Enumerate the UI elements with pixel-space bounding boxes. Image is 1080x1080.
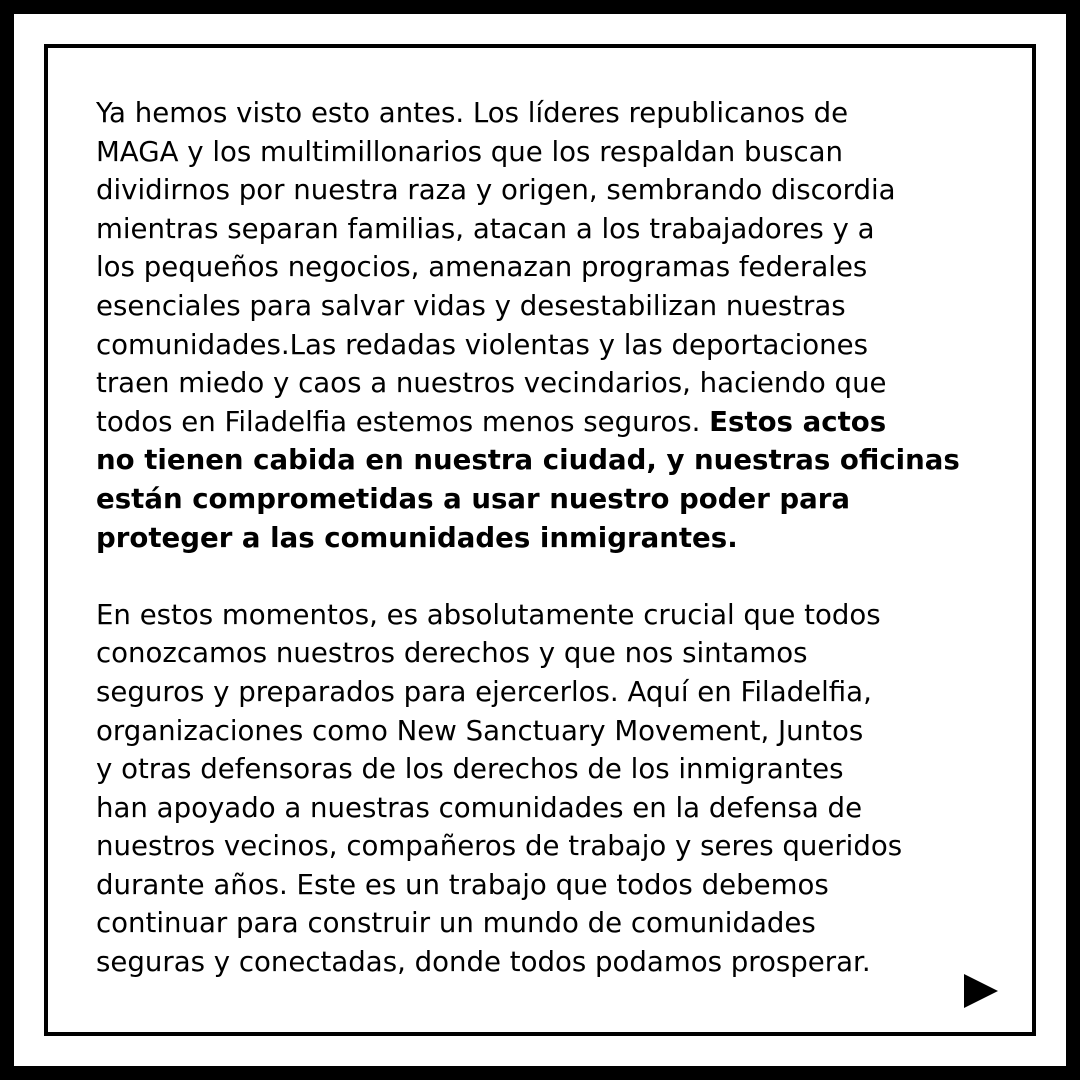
bold-text: Estos actos bbox=[709, 404, 887, 438]
paragraph-1-mixed-line bbox=[96, 403, 996, 442]
paragraph-2-line: durante años. Este es un trabajo que todos debemos bbox=[96, 867, 829, 901]
regular-text: todos en Filadelfia estemos menos seguros. bbox=[96, 404, 710, 438]
paragraph-2-line: organizaciones como New Sanctuary Movement, Juntos bbox=[96, 713, 864, 747]
paragraph-2-line: seguros y preparados para ejercerlos. Aquí en Filadelfia, bbox=[96, 674, 872, 708]
paragraph-1-line: Ya hemos visto esto antes. Los líderes republicanos de bbox=[96, 96, 849, 129]
play-arrow-icon[interactable] bbox=[964, 974, 998, 1008]
paragraph-1-bold-line: proteger a las comunidades inmigrantes. bbox=[96, 520, 738, 554]
paragraph-2-line: nuestros vecinos, compañeros de trabajo y seres queridos bbox=[96, 829, 903, 863]
paragraph-1-line: MAGA y los multimillonarios que los respaldan buscan bbox=[96, 134, 844, 168]
paragraph-1-bold-line: no tienen cabida en nuestra ciudad, y nuestras oficinas bbox=[96, 443, 960, 477]
page-background bbox=[14, 14, 1066, 1066]
paragraph-2-line: han apoyado a nuestras comunidades en la defensa de bbox=[96, 790, 863, 824]
paragraph-2-line: En estos momentos, es absolutamente crucial que todos bbox=[96, 597, 881, 631]
paragraph-2-line: y otras defensoras de los derechos de los inmigrantes bbox=[96, 752, 844, 786]
paragraph-1-line: mientras separan familias, atacan a los trabajadores y a bbox=[96, 211, 875, 245]
paragraph-1-line: dividirnos por nuestra raza y origen, sembrando discordia bbox=[96, 173, 896, 207]
paragraph-1-line: traen miedo y caos a nuestros vecindarios, haciendo que bbox=[96, 366, 887, 400]
paragraph-gap bbox=[96, 557, 996, 596]
paragraph-2-line: seguras y conectadas, donde todos podamos prosperar. bbox=[96, 945, 871, 979]
content-frame bbox=[44, 44, 1036, 1036]
paragraph-1-line: los pequeños negocios, amenazan programas federales bbox=[96, 250, 868, 284]
paragraph-1-line: esenciales para salvar vidas y desestabilizan nuestras bbox=[96, 288, 846, 322]
body-text bbox=[96, 94, 996, 982]
paragraph-2-line: continuar para construir un mundo de comunidades bbox=[96, 906, 816, 940]
paragraph-2-line: conozcamos nuestros derechos y que nos sintamos bbox=[96, 636, 808, 670]
paragraph-1-bold-line: están comprometidas a usar nuestro poder para bbox=[96, 481, 851, 515]
paragraph-1-line: comunidades.Las redadas violentas y las deportaciones bbox=[96, 327, 869, 361]
